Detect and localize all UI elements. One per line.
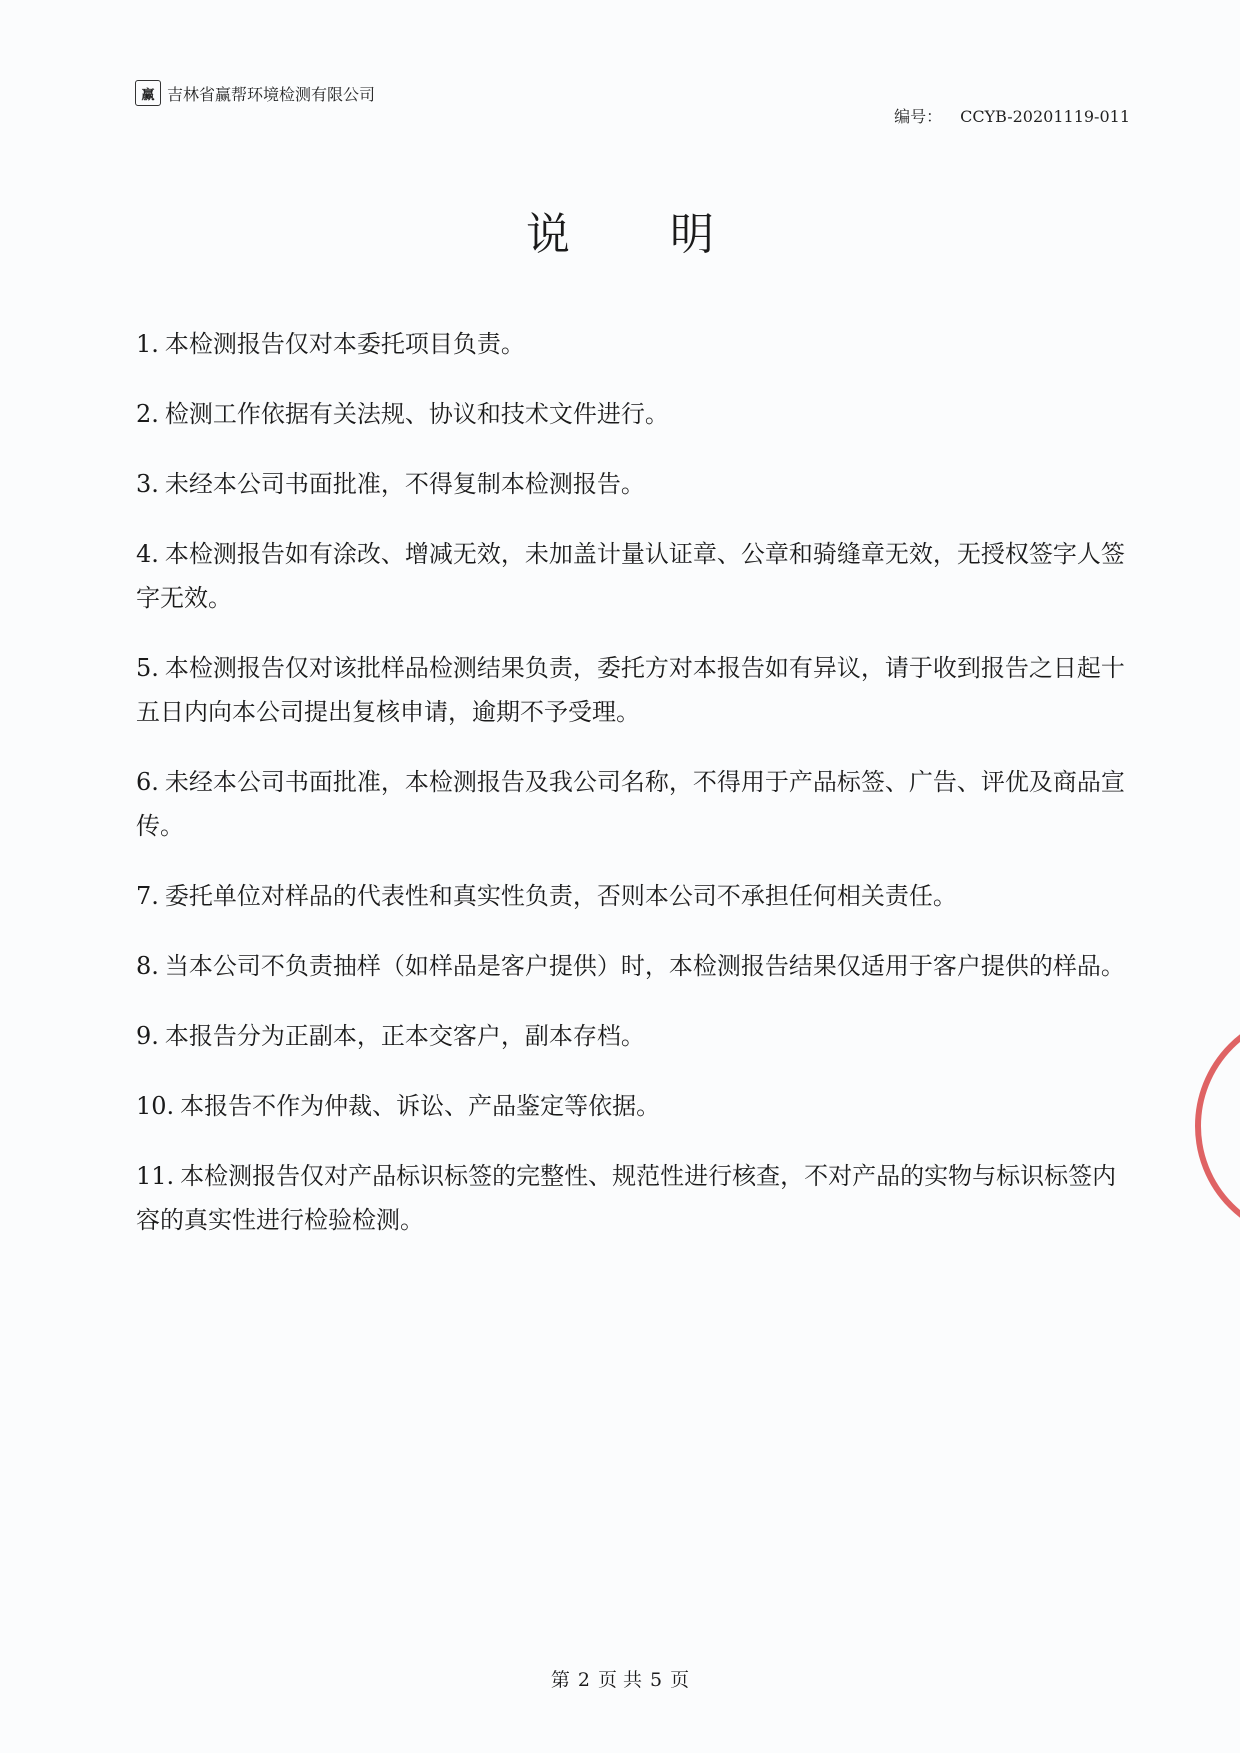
report-number	[894, 104, 1130, 127]
company-header	[135, 80, 375, 106]
list-item: 6. 未经本公司书面批准，本检测报告及我公司名称，不得用于产品标签、广告、评优及商品宣传。	[136, 768, 1125, 840]
list-item: 9. 本报告分为正副本，正本交客户，副本存档。	[136, 1022, 645, 1050]
list-item: 5. 本检测报告仅对该批样品检测结果负责，委托方对本报告如有异议，请于收到报告之日起十五日内向本公司提出复核申请，逾期不予受理。	[136, 654, 1125, 726]
company-seal-icon: 赢	[135, 80, 161, 106]
list-item: 2. 检测工作依据有关法规、协议和技术文件进行。	[136, 400, 669, 428]
list-item: 3. 未经本公司书面批准，不得复制本检测报告。	[136, 470, 645, 498]
list-item: 7. 委托单位对样品的代表性和真实性负责，否则本公司不承担任何相关责任。	[136, 882, 957, 910]
page-title: 说明	[526, 209, 814, 260]
page-footer	[0, 1665, 1240, 1692]
list-item: 8. 当本公司不负责抽样（如样品是客户提供）时，本检测报告结果仅适用于客户提供的样品。	[136, 952, 1125, 980]
stamp-ring	[1195, 1010, 1240, 1240]
total-page-count: 5	[650, 1669, 663, 1691]
company-name: 吉林省赢帮环境检测有限公司	[167, 84, 376, 104]
footer-prefix: 第	[550, 1669, 570, 1691]
list-item: 4. 本检测报告如有涂改、增减无效，未加盖计量认证章、公章和骑缝章无效，无授权签字人签字无效。	[136, 540, 1125, 612]
seam-stamp	[1195, 1010, 1240, 1240]
list-item: 1. 本检测报告仅对本委托项目负责。	[136, 330, 525, 358]
list-item: 11. 本检测报告仅对产品标识标签的完整性、规范性进行核查，不对产品的实物与标识标签内容的真实性进行检验检测。	[136, 1162, 1117, 1234]
report-number-label: 编号：	[894, 107, 943, 126]
notes-list	[136, 322, 1134, 1268]
current-page-number: 2	[577, 1669, 590, 1691]
list-item: 10. 本报告不作为仲裁、诉讼、产品鉴定等依据。	[136, 1092, 661, 1120]
footer-middle: 页 共	[597, 1669, 643, 1691]
footer-suffix: 页	[670, 1669, 690, 1691]
report-number-value: CCYB-20201119-011	[960, 107, 1130, 126]
